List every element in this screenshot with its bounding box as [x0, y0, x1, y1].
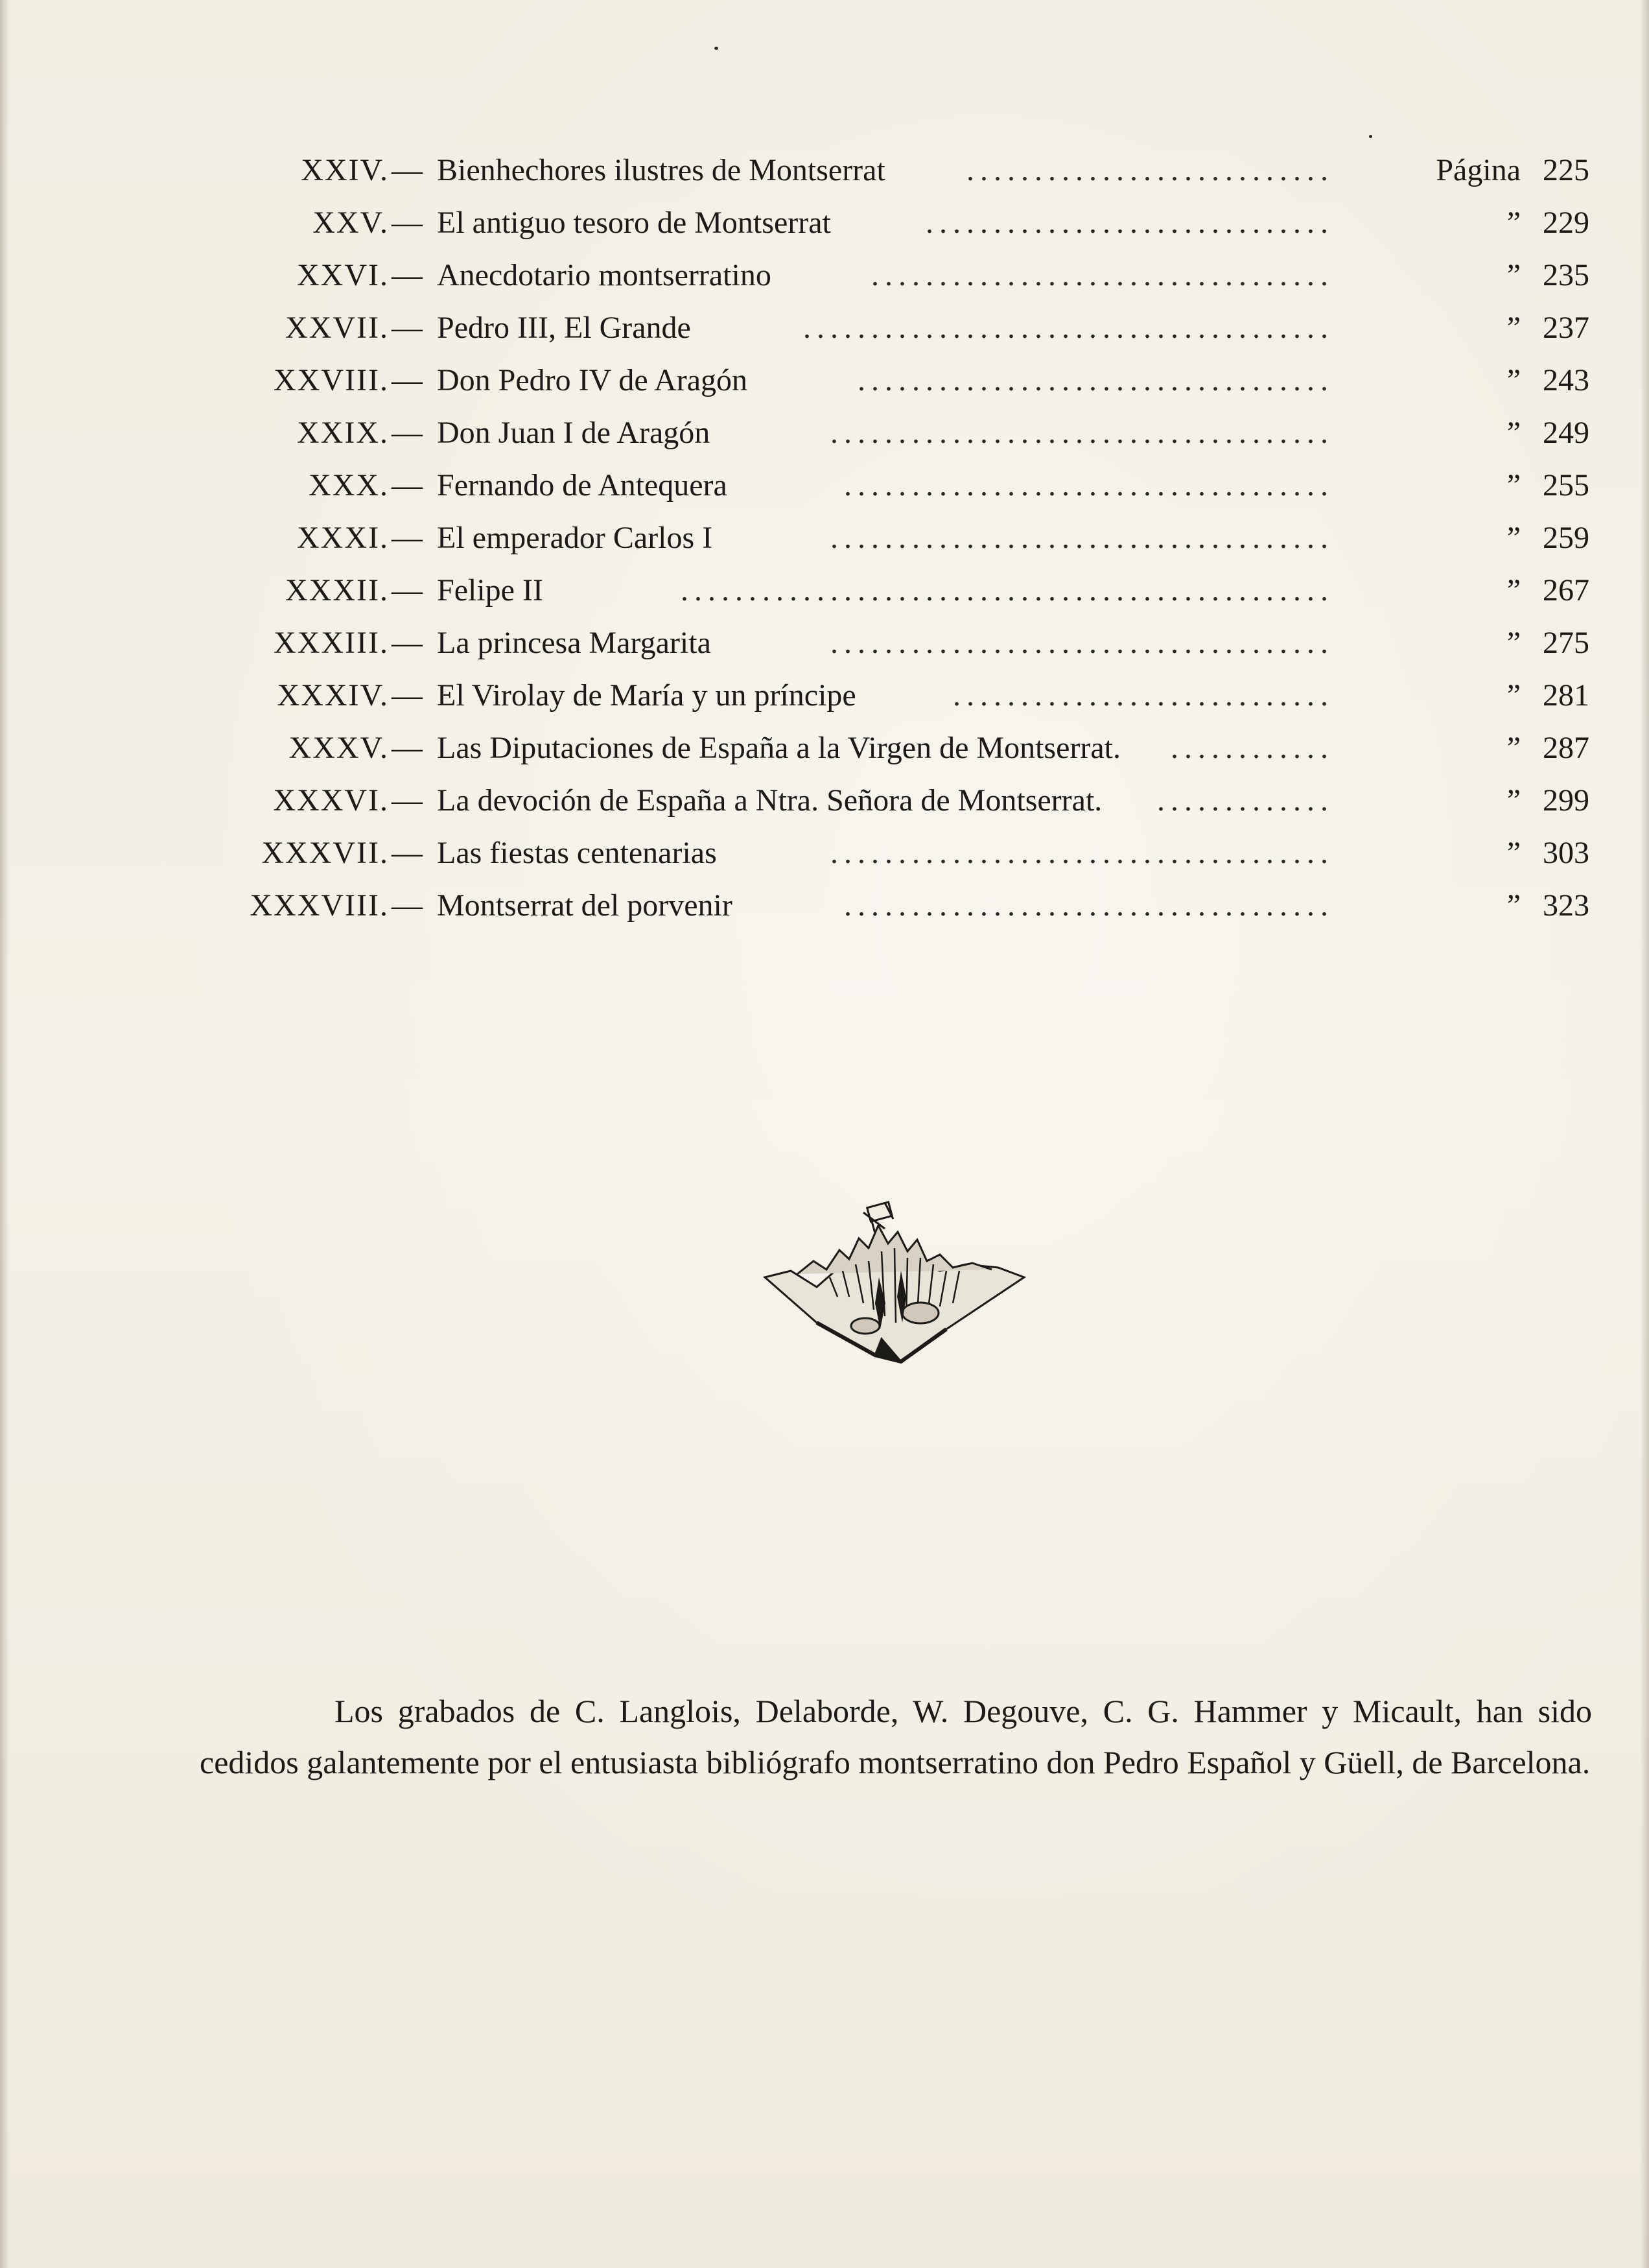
chapter-number: XXXII. [285, 573, 389, 608]
chapter-title: Pedro III, El Grande [437, 311, 691, 345]
em-dash: — [392, 416, 423, 450]
dot-leader: ............................ [953, 678, 1334, 713]
dot-leader: ............. [1157, 783, 1334, 818]
chapter-number: XXXI. [297, 521, 389, 555]
dot-leader: ..................................... [830, 416, 1334, 450]
ink-speck [1369, 135, 1372, 138]
em-dash: — [392, 678, 423, 713]
chapter-number: XXXVII. [261, 836, 389, 870]
toc-entry [0, 249, 1649, 301]
em-dash: — [392, 311, 423, 345]
chapter-number: XXXVIII. [250, 888, 389, 923]
engravings-credit-note [200, 1686, 1592, 1788]
dot-leader: ..................................... [830, 626, 1334, 660]
toc-entry [0, 564, 1649, 617]
chapter-number: XXV. [312, 206, 389, 240]
em-dash: — [392, 363, 423, 397]
toc-entry [0, 301, 1649, 354]
chapter-number: XXIX. [297, 416, 389, 450]
page-number: 225 [1543, 153, 1589, 187]
chapter-number: XXXV. [288, 731, 389, 765]
chapter-title: Bienhechores ilustres de Montserrat [437, 153, 885, 187]
page-number: 275 [1543, 626, 1589, 660]
chapter-title: Felipe II [437, 573, 543, 608]
dot-leader: ..................................... [830, 521, 1334, 555]
ink-speck [714, 47, 718, 50]
ditto-mark: ” [1506, 573, 1521, 608]
chapter-number: XXIV. [301, 153, 389, 187]
page-number: 249 [1543, 416, 1589, 450]
dot-leader: .................................. [871, 258, 1334, 292]
ditto-mark: ” [1506, 258, 1521, 292]
page-number: 287 [1543, 731, 1589, 765]
toc-entry [0, 827, 1649, 879]
em-dash: — [392, 836, 423, 870]
chapter-title: Don Pedro IV de Aragón [437, 363, 748, 397]
chapter-title: Anecdotario montserratino [437, 258, 771, 292]
em-dash: — [392, 521, 423, 555]
toc-entry [0, 617, 1649, 669]
ditto-mark: ” [1506, 678, 1521, 713]
ditto-mark: ” [1506, 626, 1521, 660]
page-number: 229 [1543, 206, 1589, 240]
chapter-title: Montserrat del porvenir [437, 888, 732, 923]
ditto-mark: ” [1506, 731, 1521, 765]
toc-entry [0, 144, 1649, 196]
toc-entry [0, 459, 1649, 512]
ditto-mark: ” [1506, 783, 1521, 818]
page-number: 299 [1543, 783, 1589, 818]
toc-entry [0, 879, 1649, 932]
toc-entry [0, 407, 1649, 459]
chapter-number: XXVI. [297, 258, 389, 292]
ditto-mark: ” [1506, 521, 1521, 555]
page-number: 243 [1543, 363, 1589, 397]
chapter-title: Fernando de Antequera [437, 468, 727, 502]
em-dash: — [392, 468, 423, 502]
chapter-title: Las Diputaciones de España a la Virgen de Montserrat. [437, 731, 1121, 765]
chapter-title: El Virolay de María y un príncipe [437, 678, 856, 713]
em-dash: — [392, 573, 423, 608]
dot-leader: .................................... [844, 888, 1334, 923]
chapter-number: XXXIV. [277, 678, 389, 713]
em-dash: — [392, 626, 423, 660]
toc-entry [0, 669, 1649, 722]
em-dash: — [392, 888, 423, 923]
chapter-number: XXXVI. [273, 783, 389, 818]
page-number: 323 [1543, 888, 1589, 923]
toc-entry [0, 196, 1649, 249]
ditto-mark: ” [1506, 311, 1521, 345]
chapter-title: La princesa Margarita [437, 626, 711, 660]
em-dash: — [392, 206, 423, 240]
em-dash: — [392, 731, 423, 765]
page-number: 235 [1543, 258, 1589, 292]
chapter-number: XXVIII. [274, 363, 389, 397]
ditto-mark: ” [1506, 836, 1521, 870]
page-number: 255 [1543, 468, 1589, 502]
toc-entry [0, 512, 1649, 564]
page-number: 267 [1543, 573, 1589, 608]
ditto-mark: ” [1506, 206, 1521, 240]
em-dash: — [392, 783, 423, 818]
table-of-contents [0, 144, 1649, 932]
chapter-title: El emperador Carlos I [437, 521, 713, 555]
dot-leader: ............ [1171, 731, 1334, 765]
chapter-title: Las fiestas centenarias [437, 836, 717, 870]
toc-entry [0, 722, 1649, 774]
ditto-mark: ” [1506, 363, 1521, 397]
ditto-mark: ” [1506, 888, 1521, 923]
dot-leader: ................................... [858, 363, 1334, 397]
dot-leader: .............................. [926, 206, 1334, 240]
chapter-number: XXX. [309, 468, 389, 502]
chapter-title: Don Juan I de Aragón [437, 416, 710, 450]
dot-leader: ..................................... [830, 836, 1334, 870]
toc-entry [0, 354, 1649, 407]
dot-leader: ........................... [966, 153, 1334, 187]
page-number: 237 [1543, 311, 1589, 345]
page-number: 259 [1543, 521, 1589, 555]
dot-leader: ................................................ [681, 573, 1334, 608]
chapter-title: La devoción de España a Ntra. Señora de Montserrat. [437, 783, 1103, 818]
page-label: Página [1436, 153, 1521, 187]
chapter-title: El antiguo tesoro de Montserrat [437, 206, 831, 240]
ditto-mark: ” [1506, 468, 1521, 502]
chapter-number: XXXIII. [274, 626, 389, 660]
toc-entry [0, 774, 1649, 827]
chapter-number: XXVII. [285, 311, 389, 345]
ditto-mark: ” [1506, 416, 1521, 450]
page-number: 281 [1543, 678, 1589, 713]
credit-text: Los grabados de C. Langlois, Delaborde, W. Degouve, C. G. Hammer y Micault, han sido cedidos galantemente por el entusiasta bibliógrafo montserratino don Pedro Español y Güell, de Barcelona. [200, 1693, 1592, 1780]
montserrat-mountain-icon [752, 1199, 1037, 1394]
dot-leader: ....................................... [803, 311, 1334, 345]
em-dash: — [392, 153, 423, 187]
page-number: 303 [1543, 836, 1589, 870]
dot-leader: .................................... [844, 468, 1334, 502]
em-dash: — [392, 258, 423, 292]
